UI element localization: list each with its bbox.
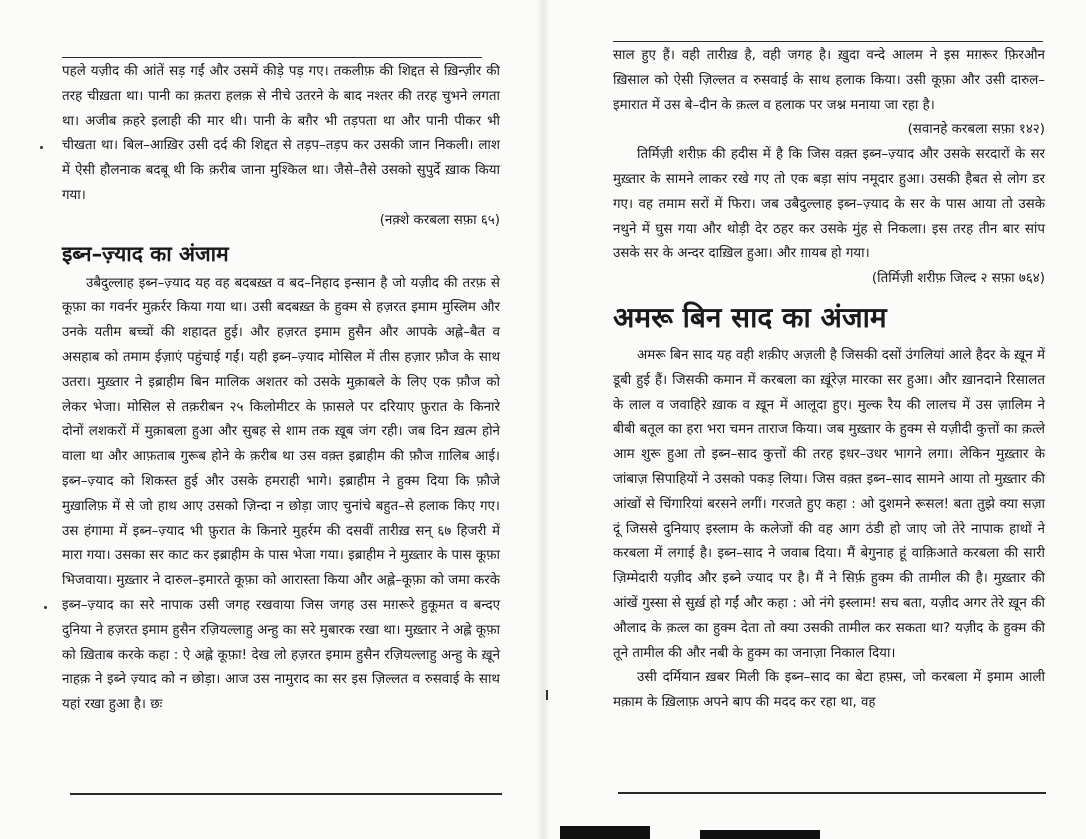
scan-edge-mark — [700, 830, 820, 839]
body-paragraph: अमरू बिन साद यह वही शक़ीए अज़ली है जिसकी दसों उंगलियां आले हैदर के ख़ून में डूबी हुई हैं। जिसकी कमान में करबला का ख़ूंरेज़ मारका सर हुआ। और ख़ानदाने रिसालत के लाल व जवाहिरे ख़ाक व ख़ून में आलूदा हुए। मुल्क रैय की लालच में उस ज़ालिम ने बीबी बतूल का हरा भरा चमन ताराज किया। जब मुख़्तार के हुक्म से यज़ीदी कुत्तों का क़त्ले आम शुरू हुआ तो इब्न–साद कुत्तों की तरह इधर–उधर भागने लगा। लेकिन मुख़्तार के जांबाज़ सिपाहियों ने उसको पकड़ लिया। जिस वक़्त इब्न–साद सामने आया तो मुख़्तार की आंखों से चिंगारियां बरसने लगीं। गरजते हुए कहा : ओ दुशमने रूसल! बता तुझे क्या सज़ा दूं जिससे दुनियाए इस्लाम के कलेजों की वह आग ठंडी हो जाए जो तेरे नापाक हाथों ने करबला में लगाई है। इब्न–साद ने जवाब दिया। मैं बेगुनाह हूं वाक़िआते करबला की सारी ज़िम्मेदारी यज़ीद और इब्ने ज्याद पर है। मैं ने सिर्फ़ हुक्म की तामील की है। मुख़्तार की आंखें गुस्सा से सुर्ख़ हो गईं और कहा : ओ नंगे इस्लाम! सच बता, यज़ीद अगर तेरे ख़ून की औलाद के क़त्ल का हुक्म देता तो क्या उसकी तामील कर सकता था? यज़ीद के हुक्म की तूने तामील की और नबी के हुक्म का जनाज़ा निकाल दिया। — [613, 347, 1045, 661]
body-paragraph: उबैदुल्लाह इब्न–ज़्याद यह वह बदबख़्त व बद–निहाद इन्सान है जो यज़ीद की तरफ़ से कूफ़ा का गवर्नर मुक़र्रर किया गया था। उसी बदबख़्त के हुक्म से हज़रत इमाम मुस्लिम और उनके यतीम बच्चों की शहादत हुई। और हज़रत इमाम हुसैन और आपके अह्ले–बैत व असहाब को तमाम ईज़ाएं पहुंचाई गईं। यही इब्न–ज़्याद मोसिल में तीस हज़ार फ़ौज के साथ उतरा। मुख़्तार ने इब्राहीम बिन मालिक अशतर को उसके मुक़ाबले के लिए एक फ़ौज को लेकर भेजा। मोसिल से तक़रीबन २५ किलोमीटर के फ़ासले पर दरियाए फ़ुरात के किनारे दोनों लशकरों में मुक़ाबला हुआ और सुबह से शाम तक ख़ूब जंग रही। जब दिन ख़त्म होने वाला था और आफ़ताब गुरूब होने के क़रीब था उस वक़्त इब्राहीम की फ़ौज ग़ालिब आई। इब्न–ज़्याद को शिकस्त हुई और उसके हमराही भागे। इब्राहीम ने हुक्म दिया कि फ़ौजे मुख़ालिफ़ में से जो हाथ आए उसको ज़िन्दा न छोड़ा जाए चुनांचे बहुत–से हलाक किए गए। उस हंगामा में इब्न–ज़्याद भी फ़ुरात के किनारे मुहर्रम की दसवीं तारीख़ सन् ६७ हिजरी में मारा गया। उसका सर काट कर इब्राहीम के पास भेजा गया। इब्राहीम ने मुख़्तार के पास कूफ़ा भिजवाया। मुख़्तार ने दारुल–इमारते कूफ़ा को आरास्ता किया और अह्ले–कूफ़ा को जमा करके इब्न–ज़्याद का सरे नापाक उसी जगह रखवाया जिस जगह उस मग़रूरे हुकूमत व बन्दए दुनिया ने हज़रत इमाम हुसैन रज़ियल्लाहु अन्हु का सरे मुबारक रखा था। मुख़्तार ने अह्ले कूफ़ा को ख़िताब करके कहा : ऐ अह्ले कूफ़ा! देख लो हज़रत इमाम हुसैन रज़ियल्लाहु अन्हु के ख़ूने नाहक़ ने इब्ने ज़्याद को न छोड़ा। आज उस नामुराद का सर इस ज़िल्लत व रुसवाई के साथ यहां रखा हुआ है। छः — [62, 275, 500, 713]
scan-speck — [546, 690, 548, 700]
section-heading: इब्न–ज़्याद का अंजाम — [62, 241, 229, 266]
right-column — [613, 44, 1045, 716]
source-citation: (नक़्शे करबला सफ़ा ६५) — [379, 212, 500, 228]
bottom-rule — [70, 793, 502, 795]
intro-paragraph: पहले यज़ीद की आंतें सड़ गईं और उसमें कीड़े पड़ गए। तकलीफ़ की शिद्दत से ख़िन्ज़ीर की तरह चीख़ता था। पानी का क़तरा हलक़ से नीचे उतरने के बाद नश्तर की तरह चुभने लगता था। अजीब क़हरे इलाही की मार थी। पानी के बग़ैर भी तड़पता था और पानी पीकर भी चीखता था। बिल–आख़िर उसी दर्द की शिद्दत से तड़प–तड़प कर उसकी जान निकली। लाश में ऐसी हौलनाक बदबू थी कि क़रीब जाना मुश्किल था। जैसे–तैसे उसको सुपुर्दे ख़ाक किया गया। (नक़्शे करबला सफ़ा ६५) — [62, 60, 500, 234]
scan-speck — [44, 606, 47, 609]
intro-paragraph: साल हुए हैं। वही तारीख़ है, वही जगह है। ख़ुदा वन्दे आलम ने इस मग़रूर फ़िरऔन ख़िसाल को ऐसी ज़िल्लत व रुसवाई के साथ हलाक किया। उसी कूफ़ा और उसी दारुल–इमारात में उस बे–दीन के क़त्ल व हलाक पर जश्न मनाया जा रहा है। (सवानहे करबला सफ़ा १४२) — [613, 44, 1045, 118]
bottom-rule — [618, 792, 1046, 794]
body-paragraph: उसी दर्मियान ख़बर मिली कि इब्न–साद का बेटा हफ़्स, जो करबला में इमाम आली मक़ाम के ख़िलाफ़ अपने बाप की मदद कर रहा था, वह — [613, 670, 1045, 711]
hadith-paragraph: तिर्मिज़ी शरीफ़ की हदीस में है कि जिस वक़्त इब्न–ज़्याद और उसके सरदारों के सर मुख़्तार के सामने लाकर रखे गए तो एक बड़ा सांप नमूदार हुआ। उसकी हैबत से लोग डर गए। वह तमाम सरों में फिरा। जब उबैदुल्लाह इब्न–ज़्याद के सर के पास आया तो उसके नथुने में घुस गया और थोड़ी देर ठहर कर उसके मुंह से निकला। इस तरह तीन बार सांप उसके सर के अन्दर दाख़िल हुआ। और ग़ायब हो गया। — [613, 147, 1045, 262]
top-rule — [613, 41, 1043, 42]
section-heading: अमरू बिन साद का अंजाम — [613, 300, 887, 334]
top-rule — [62, 57, 482, 58]
scan-edge-mark — [560, 826, 650, 839]
scan-speck — [40, 146, 43, 149]
source-citation: (तिर्मिज़ी शरीफ़ जिल्द २ सफ़ा ७६४) — [871, 271, 1045, 287]
left-column — [62, 60, 500, 718]
source-citation: (सवानहे करबला सफ़ा १४२) — [907, 122, 1045, 138]
